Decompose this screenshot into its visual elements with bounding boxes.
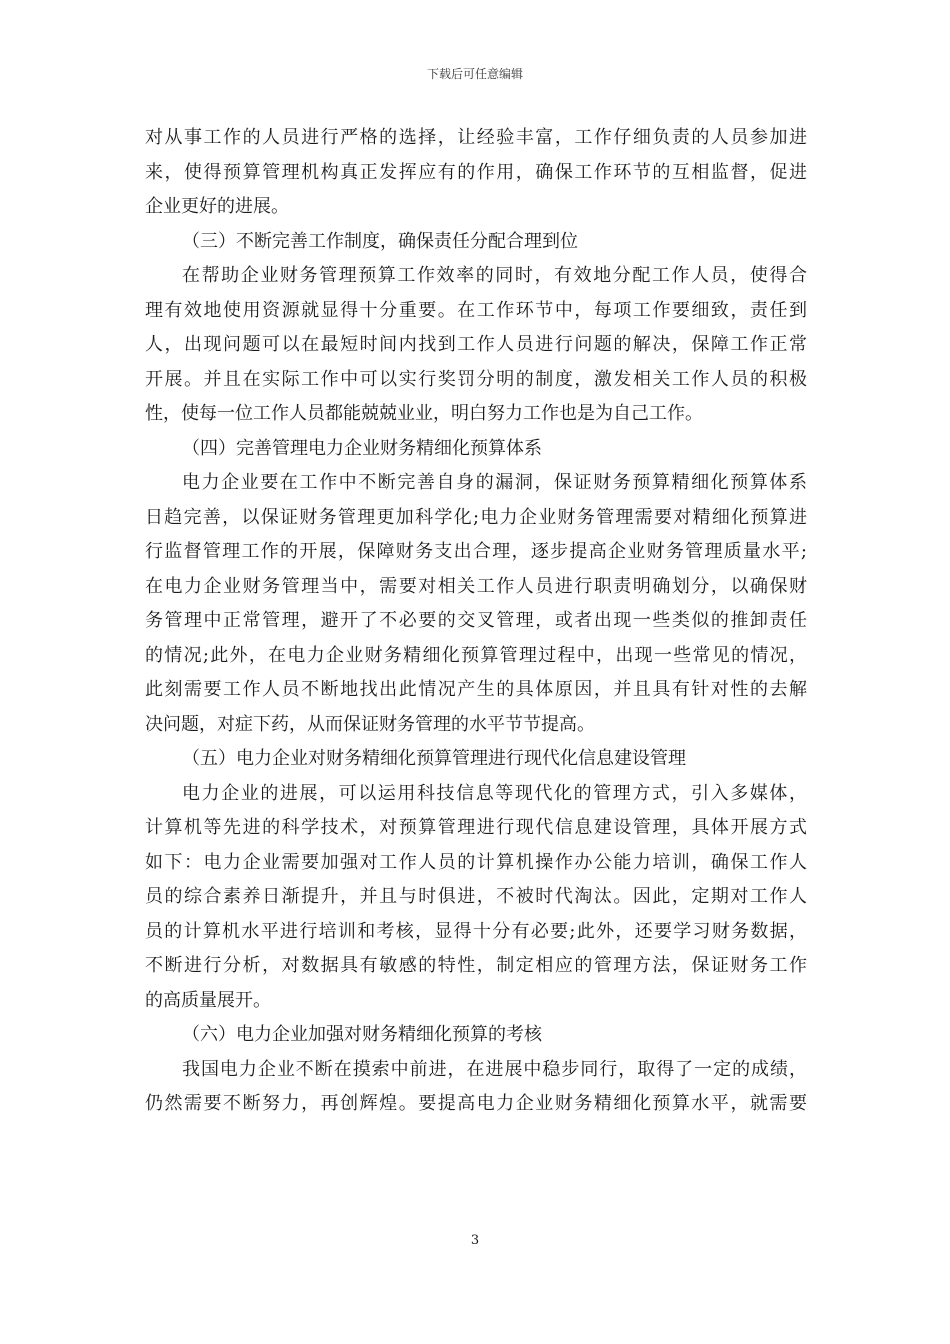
text-line: 性，使每一位工作人员都能兢兢业业，明白努力工作也是为自己工作。 (145, 403, 703, 424)
text-line: 计算机等先进的科学技术，对预算管理进行现代信息建设管理，具体开展方式 (145, 817, 807, 838)
text-line: 来，使得预算管理机构真正发挥应有的作用，确保工作环节的互相监督，促进 (145, 161, 807, 183)
text-line: 员的综合素养日渐提升，并且与时俱进，不被时代淘汰。因此，定期对工作人 (145, 886, 807, 907)
text-line: 电力企业要在工作中不断完善自身的漏洞，保证财务预算精细化预算体系 (182, 472, 807, 493)
section-heading-6: （六）电力企业加强对财务精细化预算的考核 (182, 1024, 542, 1045)
text-line: 此刻需要工作人员不断地找出此情况产生的具体原因，并且具有针对性的去解 (145, 679, 807, 700)
section-heading-5: （五）电力企业对财务精细化预算管理进行现代化信息建设管理 (182, 748, 686, 769)
text-line: 的情况;此外，在电力企业财务精细化预算管理过程中，出现一些常见的情况， (145, 644, 807, 666)
text-line: 行监督管理工作的开展，保障财务支出合理，逐步提高企业财务管理质量水平; (145, 541, 807, 562)
text-line: 如下：电力企业需要加强对工作人员的计算机操作办公能力培训，确保工作人 (145, 851, 807, 873)
text-line: 决问题，对症下药，从而保证财务管理的水平节节提高。 (145, 713, 595, 735)
text-line: 不断进行分析，对数据具有敏感的特性，制定相应的管理方法，保证财务工作 (145, 955, 807, 976)
page-number: 3 (470, 1233, 480, 1248)
text-line: 仍然需要不断努力，再创辉煌。要提高电力企业财务精细化预算水平，就需要 (145, 1093, 807, 1114)
section-heading-4: （四）完善管理电力企业财务精细化预算体系 (182, 437, 542, 459)
text-line: 对从事工作的人员进行严格的选择，让经验丰富，工作仔细负责的人员参加进 (145, 127, 807, 148)
text-line: 务管理中正常管理，避开了不必要的交叉管理，或者出现一些类似的推卸责任 (145, 610, 807, 631)
text-line: 在帮助企业财务管理预算工作效率的同时，有效地分配工作人员，使得合 (182, 265, 807, 286)
page-header: 下载后可任意编辑 (426, 67, 523, 81)
text-line: 开展。并且在实际工作中可以实行奖罚分明的制度，激发相关工作人员的积极 (145, 368, 807, 390)
text-line: 电力企业的进展，可以运用科技信息等现代化的管理方式，引入多媒体， (182, 782, 807, 804)
text-line: 我国电力企业不断在摸索中前进，在进展中稳步同行，取得了一定的成绩， (182, 1058, 807, 1080)
text-line: 理有效地使用资源就显得十分重要。在工作环节中，每项工作要细致，责任到 (145, 299, 807, 321)
text-line: 日趋完善，以保证财务管理更加科学化;电力企业财务管理需要对精细化预算进 (145, 506, 807, 528)
body-text (145, 121, 807, 1122)
text-line: 的高质量展开。 (145, 989, 271, 1011)
section-heading-3: （三）不断完善工作制度，确保责任分配合理到位 (182, 230, 578, 252)
text-line: 在电力企业财务管理当中，需要对相关工作人员进行职责明确划分，以确保财 (145, 575, 807, 597)
text-line: 人，出现问题可以在最短时间内找到工作人员进行问题的解决，保障工作正常 (145, 334, 807, 355)
text-line: 企业更好的进展。 (145, 196, 289, 217)
text-line: 员的计算机水平进行培训和考核，显得十分有必要;此外，还要学习财务数据， (145, 920, 807, 942)
